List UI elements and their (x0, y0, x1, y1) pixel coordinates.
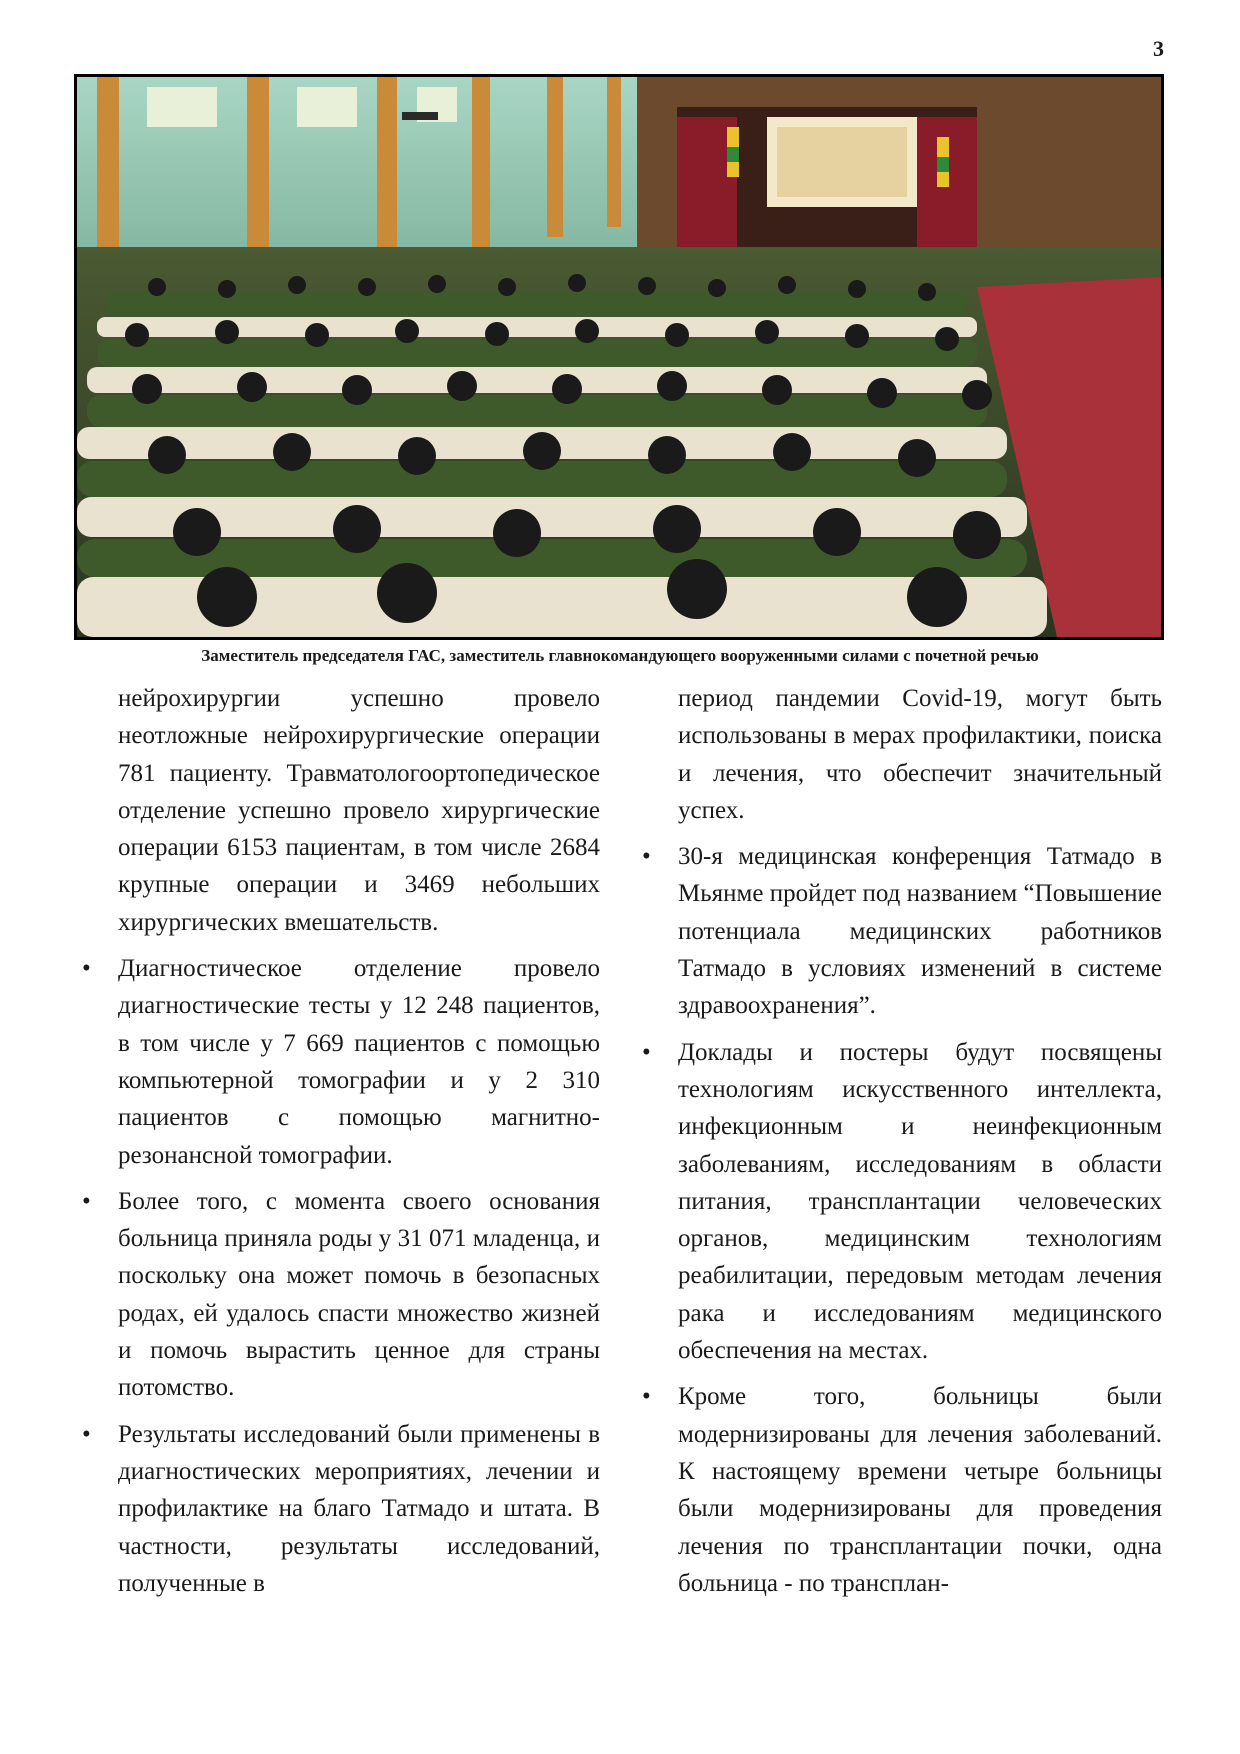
bullet-paragraph: • Доклады и постеры будут посвящены технологиям искусственного интеллекта, инфекционным и неинфекционным заболеваниям, исследованиям в области питания, трансплантации человеческих органов, медицинским технологиям реабилитации, передовым методам лечения рака и исследованиям медицинского обеспечения на местах. (642, 1034, 1162, 1370)
photo-caption: Заместитель председателя ГАС, заместитель главнокомандующего вооруженными силами с почетной речью (201, 646, 1039, 665)
audience-photo-illustration (77, 77, 1161, 637)
conference-hall-photo (74, 74, 1164, 640)
paragraph: нейрохирургии успешно провело неотложные нейрохирургические операции 781 пациенту. Травматологоортопедическое отделение успешно провело хирургические операции 6153 пациентам, в том числе 2684 крупные операции и 3469 небольших хирургических вмешательств. (118, 685, 600, 936)
paragraph: период пандемии Covid-19, могут быть использованы в мерах профилактики, поиска и лечения, что обеспечит значительный успех. (678, 685, 1162, 824)
page-number: 3 (1153, 36, 1164, 61)
bullet-paragraph: • 30-я медицинская конференция Татмадо в Мьянме пройдет под названием “Повышение потенциала медицинских работников Татмадо в условиях изменений в системе здравоохранения”. (642, 838, 1162, 1024)
bullet-paragraph: • Результаты исследований были применены в диагностических мероприятиях, лечении и профилактике на благо Татмадо и штата. В частности, результаты исследований, полученные в (82, 1416, 600, 1602)
bullet-paragraph: • Диагностическое отделение провело диагностические тесты у 12 248 пациентов, в том числе у 7 669 пациентов с помощью компьютерной томографии и у 2 310 пациентов с помощью магнитно-резонансной томографии. (82, 950, 600, 1174)
bullet-paragraph: • Кроме того, больницы были модернизированы для лечения заболеваний. К настоящему времени четыре больницы были модернизированы для проведения лечения по трансплантации почки, одна больница - по трансплан- (642, 1378, 1162, 1602)
right-column (642, 680, 1162, 1611)
bullet-paragraph: • Более того, с момента своего основания больница приняла роды у 31 071 младенца, и поскольку она может помочь в безопасных родах, ей удалось спасти множество жизней и помочь вырастить ценное для страны потомство. (82, 1183, 600, 1407)
left-column (82, 680, 600, 1611)
